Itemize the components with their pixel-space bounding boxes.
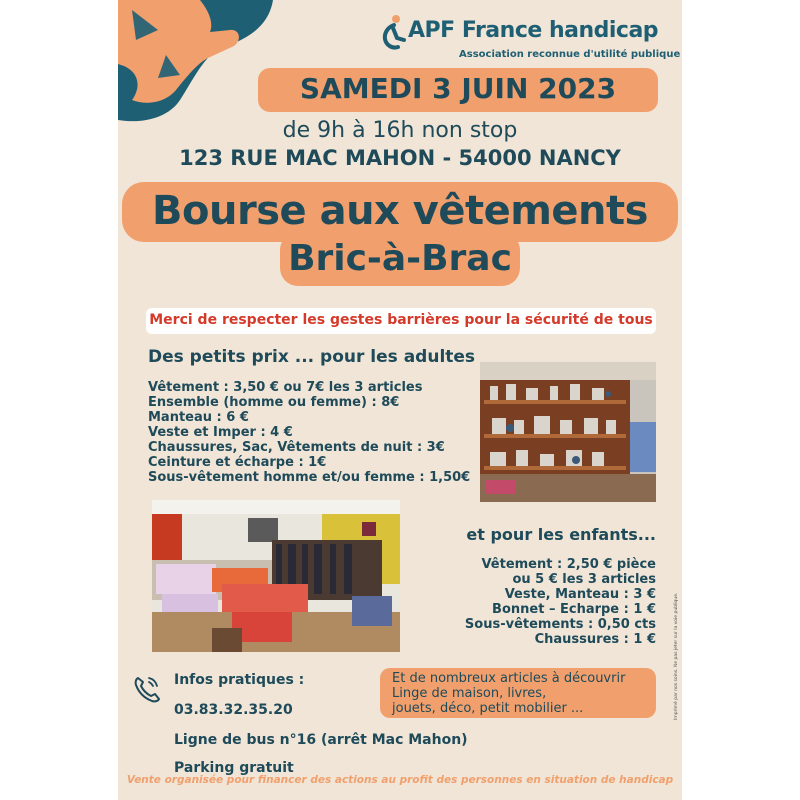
list-item: Sous-vêtement homme et/ou femme : 1,50€	[148, 470, 471, 485]
list-item: ou 5 € les 3 articles	[512, 572, 656, 587]
side-note: Imprimé par nos soins. Ne pas jeter sur la voie publique.	[674, 592, 679, 720]
list-item: Veste et Imper : 4 €	[148, 425, 293, 440]
main-title: Bourse aux vêtements	[152, 188, 648, 234]
infos-heading: Infos pratiques :	[174, 672, 305, 688]
sales-room-photo	[152, 500, 400, 652]
list-item: Ceinture et écharpe : 1€	[148, 455, 327, 470]
logo-name: APF France handicap	[408, 18, 659, 43]
notice-text: Merci de respecter les gestes barrières pour la sécurité de tous	[149, 312, 653, 328]
parking-info: Parking gratuit	[174, 760, 294, 776]
event-hours: de 9h à 16h non stop	[282, 118, 518, 143]
list-item: Vêtement : 3,50 € ou 7€ les 3 articles	[148, 380, 423, 395]
logo-subtitle: Association reconnue d'utilité publique	[459, 49, 681, 60]
list-item: Ensemble (homme ou femme) : 8€	[148, 395, 400, 410]
list-item: Sous-vêtements : 0,50 cts	[464, 617, 656, 632]
list-item: Veste, Manteau : 3 €	[504, 587, 656, 602]
phone-number: 03.83.32.35.20	[174, 702, 293, 718]
kids-heading: et pour les enfants...	[466, 525, 656, 544]
more-line: jouets, déco, petit mobilier ...	[392, 701, 584, 716]
apf-logo-icon	[376, 14, 406, 50]
adults-heading: Des petits prix ... pour les adultes	[148, 347, 476, 367]
list-item: Vêtement : 2,50 € pièce	[481, 557, 656, 572]
list-item: Chaussures, Sac, Vêtements de nuit : 3€	[148, 440, 445, 455]
list-item: Bonnet – Echarpe : 1 €	[492, 602, 656, 617]
phone-icon	[132, 674, 162, 704]
event-address: 123 RUE MAC MAHON - 54000 NANCY	[179, 146, 621, 170]
event-date: SAMEDI 3 JUIN 2023	[299, 72, 617, 105]
bus-line: Ligne de bus n°16 (arrêt Mac Mahon)	[174, 732, 468, 748]
list-item: Manteau : 6 €	[148, 410, 249, 425]
adults-price-list	[148, 380, 470, 485]
apf-logo	[376, 8, 681, 68]
kids-price-list	[465, 557, 656, 647]
shelves-photo	[480, 362, 656, 502]
poster	[118, 0, 682, 800]
more-items-text	[392, 671, 625, 716]
sub-title: Bric-à-Brac	[288, 238, 512, 279]
footer-text: Vente organisée pour financer des actions au profit des personnes en situation de handicap	[126, 774, 674, 786]
list-item: Chaussures : 1 €	[534, 632, 656, 647]
more-line: Linge de maison, livres,	[392, 686, 547, 701]
more-line: Et de nombreux articles à découvrir	[392, 671, 626, 686]
